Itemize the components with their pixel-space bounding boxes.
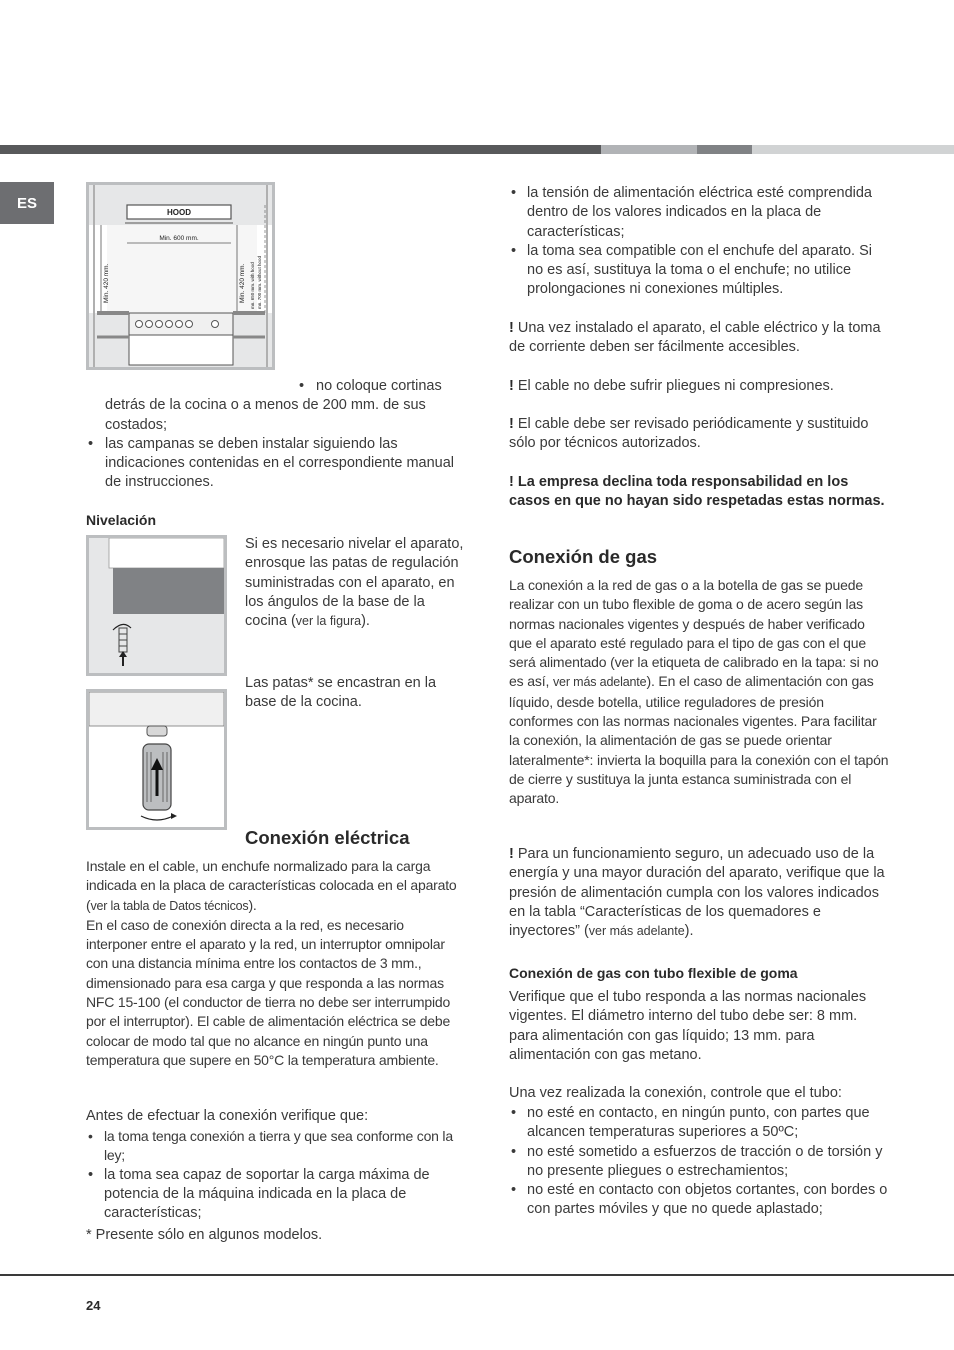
bullet-hoods-text: las campanas se deben instalar siguiendo las indicaciones contenidas en el correspondiente manual de instrucciones. [105, 435, 455, 491]
warning-mark: ! [509, 378, 514, 394]
gas-p1: La conexión a la red de gas o a la botella de gas se puede realizar con un tubo flexible de goma o de acero según las normas nacionales vigentes y después de haber verificado que el aparato esté regulado para el tipo de gas con el que será alimentado (ver la etiqueta de calibrado en la tapa: si no es así, [509, 577, 879, 690]
hood-clearance-figure [86, 182, 275, 370]
bullet-tension-text: la tensión de alimentación eléctrica esté comprendida dentro de los valores indicados en la placa de características; [527, 185, 872, 240]
antes-bullet-1 [86, 1127, 466, 1166]
tubo-heading: Conexión de gas con tubo flexible de goma [509, 965, 798, 981]
nivelacion-text [245, 535, 465, 631]
warning-1 [509, 319, 889, 358]
note-650-label: mn. 650 mm. with hood [250, 262, 255, 309]
electrica-p2: En el caso de conexión directa a la red, es necesario interponer entre el aparato y la red, un interruptor omnipolar con una distancia mínima entre los contactos de 3 mm., dimensionado para esa carga y que responda a las normas NFC 15-100 (el conductor de tierra no debe ser interrumpido por el interruptor). El cable de alimentación eléctrica se debe colocar de modo tal que no alcance en ningún punto una temperatura que supere en 50°C la temperatura ambiente. [86, 916, 451, 1068]
warning-5-end: ). [684, 923, 694, 940]
header-bar-dark [0, 145, 601, 154]
page-number: 24 [86, 1298, 101, 1313]
min-420-right-label: Min. 420 mm. [239, 263, 246, 303]
left-top-bullets [86, 377, 466, 493]
electrica-p1-ref: ver la tabla de Datos técnicos [90, 898, 249, 913]
nivelacion-end: ). [361, 613, 370, 630]
language-tab: ES [0, 182, 54, 224]
note-700-label: mn. 700 mm. without hood [257, 255, 262, 309]
warning-5-ref: ver más adelante [588, 924, 685, 939]
footnote: * Presente sólo en algunos modelos. [86, 1227, 323, 1243]
bullet-toma [509, 242, 889, 300]
nivelacion-heading: Nivelación [86, 512, 157, 528]
conexion-electrica-heading: Conexión eléctrica [245, 827, 410, 848]
antes-text: Antes de efectuar la conexión verifique que: [86, 1108, 369, 1124]
header-bar-mid [697, 145, 752, 154]
antes-bullet-2 [86, 1166, 466, 1224]
tubo-p1: Verifique que el tubo responda a las normas nacionales vigentes. El diámetro interno del tubo debe ser: 8 mm. para alimentación con gas líquido; 13 mm. para alimentación con gas metano. [509, 989, 867, 1063]
warning-3-text: El cable debe ser revisado periódicamente y sustituido sólo por técnicos autorizados. [509, 416, 869, 452]
tubo-bullet-3 [509, 1181, 889, 1220]
header-bar-light [601, 145, 697, 154]
tubo-p2: Una vez realizada la conexión, controle que el tubo: [509, 1085, 842, 1101]
hood-diagram [89, 185, 272, 367]
gas-body [509, 576, 889, 809]
footer-rule [0, 1274, 954, 1276]
electrica-p1-end: ). [248, 896, 257, 913]
gas-p1-cont: ). En el caso de alimentación con gas líquido, desde botella, utilice reguladores de presión conformes con las normas nacionales vigentes. Para facilitar la conexión, la alimentación de gas se puede orientar lateralmente*: invierta la boquilla para la conexión con el tapón de cierre y sustituya la junta estanca suministrada con el aparato. [509, 673, 889, 807]
warning-4 [509, 473, 889, 512]
warning-mark: ! [509, 474, 514, 490]
nivelacion-body: Si es necesario nivelar el aparato, enrosque las patas de regulación suministradas con el aparato, en los ángulos de la base de la cocina ( [245, 536, 464, 630]
warning-1-text: Una vez instalado el aparato, el cable eléctrico y la toma de corriente deben ser fácilmente accesibles. [509, 320, 881, 356]
warning-3 [509, 415, 889, 454]
warning-mark: ! [509, 416, 514, 432]
hood-label: HOOD [167, 208, 191, 217]
min-420-left-label: Min. 420 mm. [103, 263, 110, 303]
tubo-bullet-2-text: no esté sometido a esfuerzos de tracción o de torsión y no presente pliegues o estrechamientos; [527, 1143, 883, 1179]
nivelacion-ref: ver la figura [295, 614, 362, 629]
warning-mark: ! [509, 846, 514, 862]
feet-figure [86, 689, 227, 830]
leveling-figure [86, 535, 227, 676]
antes-bullet-2-text: la toma sea capaz de soportar la carga máxima de potencia de la máquina indicada en la placa de características; [104, 1166, 430, 1222]
antes-bullet-1-text: la toma tenga conexión a tierra y que sea conforme con la ley; [104, 1128, 453, 1164]
tubo-bullet-2 [509, 1143, 889, 1182]
electrica-p1: Instale en el cable, un enchufe normalizado para la carga indicada en la placa de características colocada en el aparato ( [86, 858, 457, 913]
tubo-bullet-1-text: no esté en contacto, en ningún punto, con partes que alcancen temperaturas superiores a 50ºC; [527, 1105, 870, 1141]
patas-text: Las patas* se encastran en la base de la cocina. [245, 675, 437, 711]
tubo-bullet-3-text: no esté en contacto con objetos cortantes, con bordes o con partes móviles y que no quede aplastado; [527, 1182, 888, 1218]
conexion-gas-heading: Conexión de gas [509, 546, 658, 567]
bullet-toma-text: la toma sea compatible con el enchufe del aparato. Si no es así, sustituya la toma o el enchufe; no utilice prolongaciones ni conexiones múltiples. [527, 242, 872, 298]
electrica-body [86, 857, 466, 1070]
antes-bullets [86, 1127, 466, 1223]
bullet-curtains [86, 377, 466, 435]
bullet-hoods [86, 435, 466, 493]
warning-mark: ! [509, 320, 514, 336]
warning-2-text: El cable no debe sufrir pliegues ni compresiones. [517, 378, 834, 394]
warning-4-text: La empresa declina toda responsabilidad en los casos en que no hayan sido respetadas estas normas. [509, 474, 885, 510]
tubo-bullets [509, 1104, 889, 1220]
right-top-bullets [509, 184, 889, 300]
header-bar-pale [752, 145, 954, 154]
min-600-label: Min. 600 mm. [159, 235, 199, 242]
warning-5 [509, 845, 889, 941]
warning-2 [509, 377, 889, 396]
bullet-curtains-text: no coloque cortinas detrás de la cocina o a menos de 200 mm. de sus costados; [105, 378, 442, 433]
bullet-tension [509, 184, 889, 242]
gas-p1-ref: ver más adelante [552, 675, 647, 690]
tubo-bullet-1 [509, 1104, 889, 1143]
warning-5-text: Para un funcionamiento seguro, un adecuado uso de la energía y una mayor duración del aparato, verifique que la presión de alimentación cumpla con los valores indicados en la tabla “Características de los quemadores e inyectores” ( [509, 846, 885, 940]
